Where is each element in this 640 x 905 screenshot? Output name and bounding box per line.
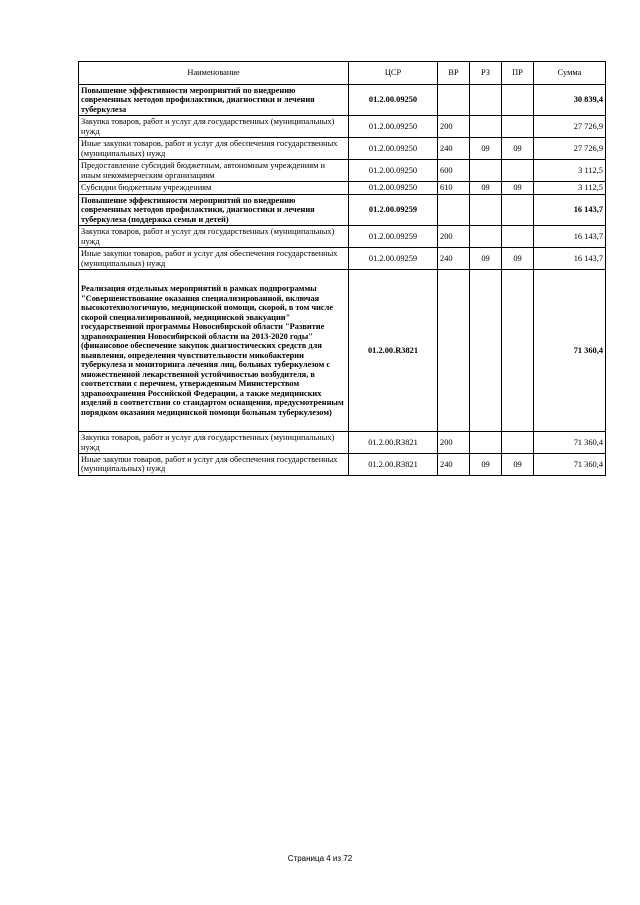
cell-name: Закупка товаров, работ и услуг для государственных (муниципальных) нужд	[79, 432, 349, 454]
cell-name: Предоставление субсидий бюджетным, автономным учреждениям и иным некоммерческим организациям	[79, 160, 349, 182]
cell-csr: 01.2.00.09250	[349, 85, 438, 116]
cell-rz	[470, 432, 502, 454]
cell-sum: 16 143,7	[534, 226, 606, 248]
cell-rz	[470, 116, 502, 138]
cell-name: Повышение эффективности мероприятий по внедрению современных методов профилактики, диагностики и лечения туберкулеза	[79, 85, 349, 116]
table-body	[79, 85, 606, 476]
cell-name: Иные закупки товаров, работ и услуг для обеспечения государственных (муниципальных) нужд	[79, 248, 349, 270]
cell-pr	[502, 160, 534, 182]
cell-name: Субсидии бюджетным учреждениям	[79, 182, 349, 194]
table-row	[79, 226, 606, 248]
cell-sum: 3 112,5	[534, 182, 606, 194]
cell-sum: 71 360,4	[534, 432, 606, 454]
table-row	[79, 432, 606, 454]
cell-pr	[502, 270, 534, 432]
header-pr: ПР	[502, 62, 534, 85]
cell-name: Повышение эффективности мероприятий по внедрению современных методов профилактики, диагностики и лечения туберкулеза (поддержка семьи и детей)	[79, 194, 349, 225]
cell-pr: 09	[502, 182, 534, 194]
cell-csr: 01.2.00.09259	[349, 248, 438, 270]
cell-csr: 01.2.00.09259	[349, 226, 438, 248]
table-row	[79, 248, 606, 270]
cell-rz	[470, 85, 502, 116]
page-number: Страница 4 из 72	[287, 854, 353, 863]
cell-pr: 09	[502, 453, 534, 475]
cell-sum: 71 360,4	[534, 453, 606, 475]
cell-rz	[470, 194, 502, 225]
table-row	[79, 194, 606, 225]
table-row	[79, 116, 606, 138]
cell-csr: 01.2.00.09250	[349, 160, 438, 182]
cell-sum: 71 360,4	[534, 270, 606, 432]
budget-table	[78, 61, 606, 476]
cell-csr: 01.2.00.R3821	[349, 453, 438, 475]
table-row	[79, 270, 606, 432]
cell-vr: 200	[438, 432, 470, 454]
cell-rz	[470, 226, 502, 248]
cell-name: Закупка товаров, работ и услуг для государственных (муниципальных) нужд	[79, 226, 349, 248]
cell-rz	[470, 160, 502, 182]
table-row	[79, 453, 606, 475]
cell-vr: 610	[438, 182, 470, 194]
cell-pr	[502, 116, 534, 138]
cell-rz: 09	[470, 182, 502, 194]
cell-pr	[502, 432, 534, 454]
header-vr: ВР	[438, 62, 470, 85]
cell-vr: 600	[438, 160, 470, 182]
table-header-row	[79, 62, 606, 85]
cell-rz	[470, 270, 502, 432]
cell-vr: 240	[438, 453, 470, 475]
cell-sum: 16 143,7	[534, 248, 606, 270]
cell-vr	[438, 85, 470, 116]
cell-vr: 200	[438, 116, 470, 138]
cell-pr	[502, 85, 534, 116]
cell-pr	[502, 194, 534, 225]
header-csr: ЦСР	[349, 62, 438, 85]
table-row	[79, 138, 606, 160]
header-sum: Сумма	[534, 62, 606, 85]
cell-name: Реализация отдельных мероприятий в рамках подпрограммы "Совершенствование оказания специализированной, включая высокотехнологичную, медицинской помощи, скорой, в том числе скорой специализированной, медицинской эвакуации" государственной программы Новосибирской области "Развитие здравоохранения Новосибирской области на 2013-2020 годы" (финансовое обеспечение закупок диагностических средств для выявления, определения чувствительности микобактерии туберкулеза и мониторинга лечения лиц, больных туберкулезом с множественной лекарственной устойчивостью возбудителя, в соответствии с перечнем, утвержденным Министерством здравоохранения Российской Федерации, а также медицинских изделий в соответствии со стандартом оснащения, предусмотренным порядком оказания медицинской помощи больным туберкулезом)	[79, 270, 349, 432]
cell-name: Закупка товаров, работ и услуг для государственных (муниципальных) нужд	[79, 116, 349, 138]
cell-vr: 240	[438, 248, 470, 270]
cell-sum: 30 839,4	[534, 85, 606, 116]
cell-sum: 16 143,7	[534, 194, 606, 225]
cell-csr: 01.2.00.R3821	[349, 432, 438, 454]
table-row	[79, 85, 606, 116]
cell-pr: 09	[502, 138, 534, 160]
cell-vr: 240	[438, 138, 470, 160]
cell-csr: 01.2.00.09250	[349, 182, 438, 194]
cell-csr: 01.2.00.09250	[349, 138, 438, 160]
cell-vr: 200	[438, 226, 470, 248]
header-rz: РЗ	[470, 62, 502, 85]
cell-rz: 09	[470, 453, 502, 475]
cell-csr: 01.2.00.09259	[349, 194, 438, 225]
cell-sum: 3 112,5	[534, 160, 606, 182]
table-row	[79, 182, 606, 194]
cell-name: Иные закупки товаров, работ и услуг для обеспечения государственных (муниципальных) нужд	[79, 138, 349, 160]
cell-pr: 09	[502, 248, 534, 270]
cell-pr	[502, 226, 534, 248]
cell-rz: 09	[470, 138, 502, 160]
cell-vr	[438, 270, 470, 432]
cell-name: Иные закупки товаров, работ и услуг для обеспечения государственных (муниципальных) нужд	[79, 453, 349, 475]
cell-csr: 01.2.00.09250	[349, 116, 438, 138]
table-row	[79, 160, 606, 182]
cell-sum: 27 726,9	[534, 138, 606, 160]
header-name: Наименование	[79, 62, 349, 85]
cell-csr: 01.2.00.R3821	[349, 270, 438, 432]
cell-sum: 27 726,9	[534, 116, 606, 138]
cell-vr	[438, 194, 470, 225]
cell-rz: 09	[470, 248, 502, 270]
